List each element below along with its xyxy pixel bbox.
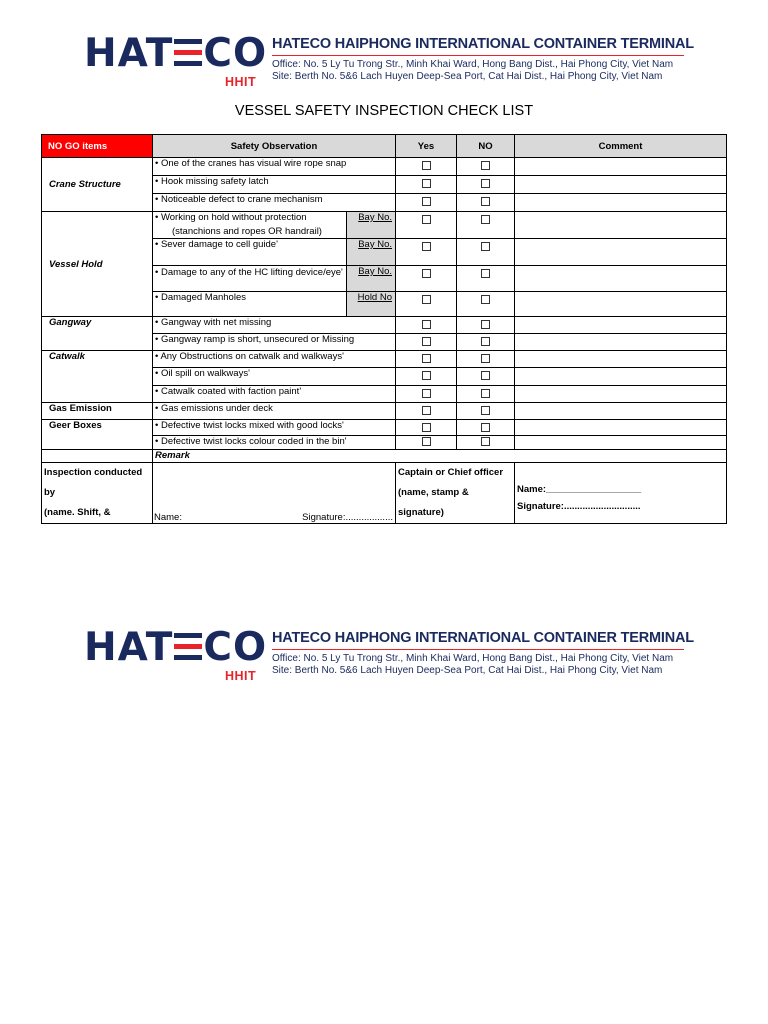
logo-text-right: CO xyxy=(203,31,268,76)
inspection-line-2: by xyxy=(44,487,56,498)
yes-checkbox[interactable] xyxy=(396,212,457,239)
yes-checkbox[interactable] xyxy=(396,334,457,351)
comment-cell[interactable] xyxy=(515,436,727,450)
comment-cell[interactable] xyxy=(515,176,727,194)
captain-label xyxy=(396,463,515,524)
no-checkbox[interactable] xyxy=(457,368,515,386)
table-row xyxy=(42,158,727,176)
inspector-signature-label: Signature:.................. xyxy=(302,512,393,523)
hold-no-label: Hold No xyxy=(347,292,396,317)
item-text: • Catwalk coated with faction paint' xyxy=(153,386,396,403)
yes-checkbox[interactable] xyxy=(396,436,457,450)
header-divider xyxy=(272,649,684,650)
signature-row xyxy=(42,463,727,524)
item-text-line: (stanchions and ropes OR handrail) xyxy=(172,226,322,237)
no-checkbox[interactable] xyxy=(457,158,515,176)
letterhead xyxy=(78,30,696,92)
comment-cell[interactable] xyxy=(515,386,727,403)
header-divider xyxy=(272,55,684,56)
captain-line-2: (name, stamp & xyxy=(398,487,469,498)
captain-line-3: signature) xyxy=(398,507,444,518)
category-crane: Crane Structure xyxy=(42,158,153,212)
company-name: HATECO HAIPHONG INTERNATIONAL CONTAINER TERMINAL xyxy=(272,36,694,52)
site-address: Site: Berth No. 5&6 Lach Huyen Deep-Sea Port, Cat Hai Dist., Hai Phong City, Viet Nam xyxy=(272,665,663,676)
table-row xyxy=(42,317,727,334)
comment-cell[interactable] xyxy=(515,212,727,239)
no-checkbox[interactable] xyxy=(457,239,515,266)
item-text: • Defective twist locks colour coded in the bin' xyxy=(153,436,396,450)
item-text: • Gangway ramp is short, unsecured or Missing xyxy=(153,334,396,351)
category-vessel-hold: Vessel Hold xyxy=(42,212,153,317)
inspector-signature-cell[interactable] xyxy=(153,463,396,524)
item-text: • Gangway with net missing xyxy=(153,317,396,334)
logo-e-glyph xyxy=(174,631,202,661)
captain-line-1: Captain or Chief officer xyxy=(398,467,504,478)
logo-text-right: CO xyxy=(203,625,268,670)
bay-no-label: Bay No. xyxy=(347,266,396,292)
inspector-name-label: Name: xyxy=(154,512,182,523)
remark-spacer xyxy=(42,450,153,463)
comment-cell[interactable] xyxy=(515,420,727,436)
header-yes: Yes xyxy=(396,135,457,158)
item-text: • Gas emissions under deck xyxy=(153,403,396,420)
item-text: • Hook missing safety latch xyxy=(153,176,396,194)
category-gangway: Gangway xyxy=(42,317,153,351)
company-name: HATECO HAIPHONG INTERNATIONAL CONTAINER TERMINAL xyxy=(272,630,694,646)
bay-no-label: Bay No. xyxy=(347,239,396,266)
remark-label: Remark xyxy=(153,450,727,463)
no-checkbox[interactable] xyxy=(457,386,515,403)
no-checkbox[interactable] xyxy=(457,351,515,368)
no-checkbox[interactable] xyxy=(457,317,515,334)
logo-e-glyph xyxy=(174,37,202,67)
comment-cell[interactable] xyxy=(515,266,727,292)
yes-checkbox[interactable] xyxy=(396,420,457,436)
inspection-checklist-table xyxy=(41,134,727,524)
item-text: • Damage to any of the HC lifting device/eye' xyxy=(153,266,347,292)
comment-cell[interactable] xyxy=(515,292,727,317)
item-text xyxy=(153,212,347,239)
no-checkbox[interactable] xyxy=(457,212,515,239)
header-comment: Comment xyxy=(515,135,727,158)
logo-subtitle: HHIT xyxy=(225,669,257,683)
category-catwalk: Catwalk xyxy=(42,351,153,403)
yes-checkbox[interactable] xyxy=(396,386,457,403)
logo-subtitle: HHIT xyxy=(225,75,257,89)
yes-checkbox[interactable] xyxy=(396,239,457,266)
table-row xyxy=(42,351,727,368)
table-row xyxy=(42,420,727,436)
captain-signature-cell[interactable] xyxy=(515,463,727,524)
item-text: • Oil spill on walkways' xyxy=(153,368,396,386)
yes-checkbox[interactable] xyxy=(396,194,457,212)
captain-name-field: Name:__________________ xyxy=(517,484,642,495)
comment-cell[interactable] xyxy=(515,239,727,266)
inspection-line-1: Inspection conducted xyxy=(44,467,143,478)
item-text: • Noticeable defect to crane mechanism xyxy=(153,194,396,212)
yes-checkbox[interactable] xyxy=(396,158,457,176)
no-checkbox[interactable] xyxy=(457,176,515,194)
header-nogo: NO GO items xyxy=(42,135,153,158)
office-address: Office: No. 5 Ly Tu Trong Str., Minh Khai Ward, Hong Bang Dist., Hai Phong City, Viet Nam xyxy=(272,59,674,70)
comment-cell[interactable] xyxy=(515,368,727,386)
yes-checkbox[interactable] xyxy=(396,351,457,368)
yes-checkbox[interactable] xyxy=(396,368,457,386)
table-row xyxy=(42,212,727,239)
no-checkbox[interactable] xyxy=(457,266,515,292)
item-text: • One of the cranes has visual wire rope snap xyxy=(153,158,396,176)
category-gas-emission: Gas Emission xyxy=(42,403,153,420)
document-title: VESSEL SAFETY INSPECTION CHECK LIST xyxy=(234,103,534,119)
item-text: • Sever damage to cell guide' xyxy=(153,239,347,266)
yes-checkbox[interactable] xyxy=(396,176,457,194)
company-logo xyxy=(84,31,268,90)
letterhead-page-2 xyxy=(78,624,696,686)
office-address: Office: No. 5 Ly Tu Trong Str., Minh Khai Ward, Hong Bang Dist., Hai Phong City, Viet Nam xyxy=(272,653,674,664)
item-text: • Defective twist locks mixed with good locks' xyxy=(153,420,396,436)
no-checkbox[interactable] xyxy=(457,334,515,351)
no-checkbox[interactable] xyxy=(457,403,515,420)
company-logo xyxy=(84,625,268,684)
item-text-line: • Working on hold without protection xyxy=(155,212,307,223)
table-header-row xyxy=(42,135,727,158)
comment-cell[interactable] xyxy=(515,194,727,212)
yes-checkbox[interactable] xyxy=(396,292,457,317)
yes-checkbox[interactable] xyxy=(396,266,457,292)
inspection-conducted-label xyxy=(42,463,153,524)
remark-row xyxy=(42,450,727,463)
item-text: • Damaged Manholes xyxy=(153,292,347,317)
captain-signature-field: Signature:............................. xyxy=(517,501,641,512)
table-row xyxy=(42,403,727,420)
comment-cell[interactable] xyxy=(515,351,727,368)
comment-cell[interactable] xyxy=(515,334,727,351)
no-checkbox[interactable] xyxy=(457,292,515,317)
logo-text-left: HAT xyxy=(84,31,174,76)
comment-cell[interactable] xyxy=(515,317,727,334)
header-no: NO xyxy=(457,135,515,158)
no-checkbox[interactable] xyxy=(457,420,515,436)
category-geer-boxes: Geer Boxes xyxy=(42,420,153,450)
yes-checkbox[interactable] xyxy=(396,317,457,334)
comment-cell[interactable] xyxy=(515,403,727,420)
bay-no-label: Bay No. xyxy=(347,212,396,239)
no-checkbox[interactable] xyxy=(457,436,515,450)
header-observation: Safety Observation xyxy=(153,135,396,158)
site-address: Site: Berth No. 5&6 Lach Huyen Deep-Sea Port, Cat Hai Dist., Hai Phong City, Viet Nam xyxy=(272,71,663,82)
no-checkbox[interactable] xyxy=(457,194,515,212)
logo-text-left: HAT xyxy=(84,625,174,670)
comment-cell[interactable] xyxy=(515,158,727,176)
inspection-line-3: (name. Shift, & xyxy=(44,507,111,518)
yes-checkbox[interactable] xyxy=(396,403,457,420)
item-text: • Any Obstructions on catwalk and walkways' xyxy=(153,351,396,368)
